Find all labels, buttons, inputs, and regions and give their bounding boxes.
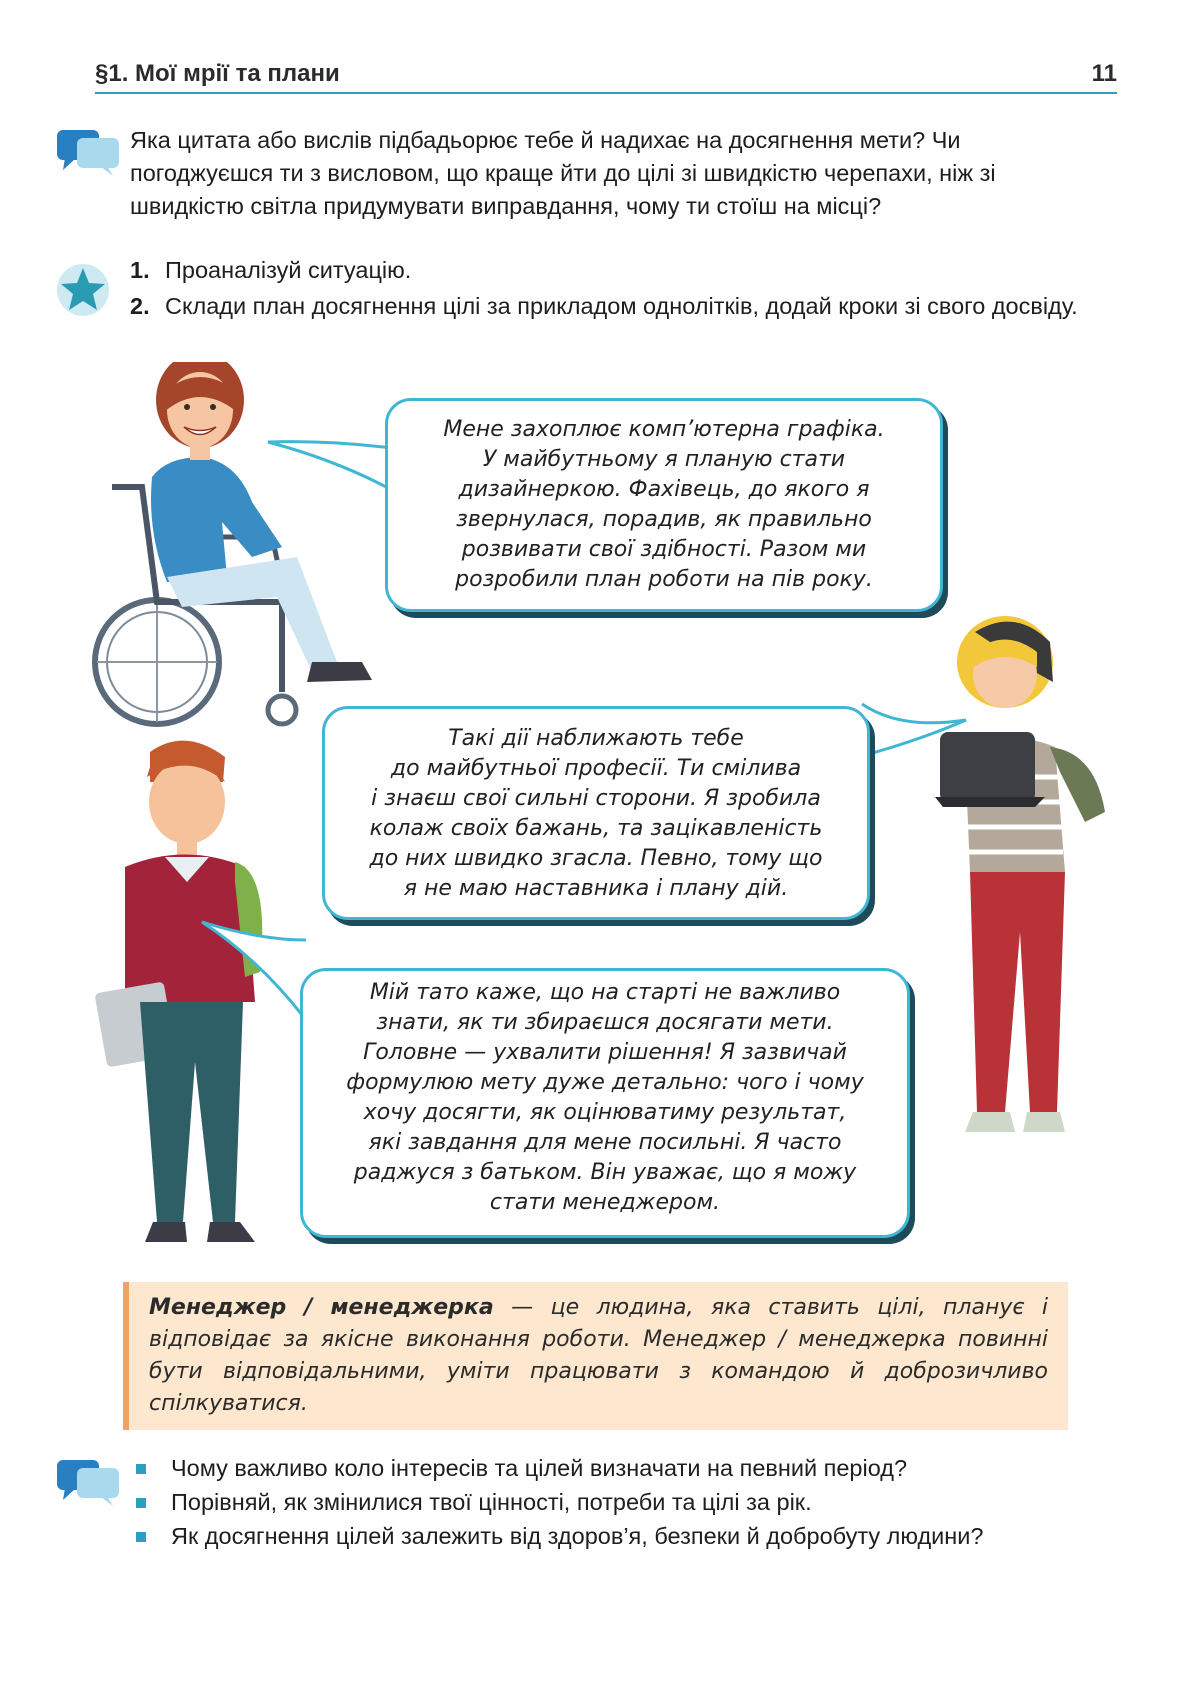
task-text: Проаналізуй ситуацію. — [165, 257, 412, 283]
definition-text: — це людина, яка ставить цілі, планує і відповідає за якісне виконання роботи. Менеджер / менеджерка повинні бути відповідальними, уміти працювати з командою й доброзичливо спілкуватися. — [149, 1295, 1049, 1416]
task-number: 1. — [130, 257, 150, 283]
bubble-line: звернулася, порадив, як правильно — [456, 507, 872, 532]
bubble-line: я не маю наставника і плану дій. — [403, 876, 789, 901]
page-header — [95, 58, 1117, 94]
page-number: 11 — [1091, 60, 1117, 87]
speech-bubble-tail — [860, 700, 970, 760]
task-item — [130, 254, 1090, 287]
bullet-square-icon — [136, 1498, 146, 1508]
task-item — [130, 290, 1090, 323]
girl-in-wheelchair-illustration — [72, 362, 412, 732]
question-text: Чому важливо коло інтересів та цілей визначати на певний період? — [171, 1455, 908, 1481]
section-title: §1. Мої мрії та плани — [95, 60, 340, 87]
bubble-line: до майбутньої професії. Ти смілива — [390, 756, 802, 781]
star-task-icon — [55, 262, 111, 318]
bubble-line: які завдання для мене посильні. Я часто — [368, 1130, 842, 1155]
bullet-square-icon — [136, 1532, 146, 1542]
discussion-speech-bubbles-icon — [55, 126, 121, 178]
bubble-line: і знаєш свої сильні сторони. Я зробила — [371, 786, 821, 811]
bubble-line: до них швидко згасла. Певно, тому що — [369, 846, 823, 871]
bubble-line: формулюю мету дуже детально: чого і чому — [346, 1070, 864, 1095]
bubble-line: стати менеджером. — [489, 1190, 721, 1215]
task-list — [130, 254, 1090, 326]
discussion-speech-bubbles-icon — [55, 1456, 121, 1508]
speech-bubble-girl-wheelchair — [385, 398, 943, 612]
speech-bubble-girl-laptop — [322, 706, 870, 920]
list-item — [133, 1520, 1091, 1553]
definition-term: Менеджер / менеджерка — [149, 1295, 494, 1320]
bubble-line: Мій тато каже, що на старті не важливо — [369, 980, 841, 1005]
question-list — [133, 1452, 1091, 1554]
question-text: Як досягнення цілей залежить від здоров’я, безпеки й добробуту людини? — [171, 1523, 984, 1549]
question-text: Порівняй, як змінилися твої цінності, потреби та цілі за рік. — [171, 1489, 812, 1515]
speech-bubble-tail — [266, 430, 396, 500]
bubble-line: Мене захоплює комп’ютерна графіка. — [443, 417, 885, 442]
discussion-question: Яка цитата або вислів підбадьорює тебе й надихає на досягнення мети? Чи погоджуєшся ти з висловом, що краще йти до цілі зі швидкістю черепахи, ніж зі швидкістю світла придумувати виправдання, чому ти стоїш на місці? — [130, 127, 996, 219]
list-item — [133, 1486, 1091, 1519]
bubble-line: раджуся з батьком. Він уважає, що я можу — [353, 1160, 857, 1185]
bubble-line: знати, як ти збираєшся досягати мети. — [376, 1010, 834, 1035]
speech-bubble-tail — [200, 920, 310, 1030]
task-text: Склади план досягнення цілі за прикладом однолітків, додай кроки зі свого досвіду. — [165, 293, 1078, 319]
bubble-line: хочу досягти, як оцінюватиму результат, — [363, 1100, 847, 1125]
speech-bubble-boy — [300, 968, 910, 1238]
bubble-line: Такі дії наближають тебе — [448, 726, 744, 751]
bubble-line: колаж своїх бажань, та зацікавленість — [369, 816, 823, 841]
bubble-line: розробили план роботи на пів року. — [455, 567, 873, 592]
bubble-line: Головне — ухвалити рішення! Я зазвичай — [363, 1040, 847, 1065]
bubble-line: У майбутньому я планую стати — [482, 447, 846, 472]
girl-with-laptop-illustration — [935, 612, 1115, 1152]
list-item — [133, 1452, 1091, 1485]
task-number: 2. — [130, 293, 150, 319]
definition-box — [123, 1282, 1068, 1430]
bubble-line: дизайнеркою. Фахівець, до якого я — [458, 477, 870, 502]
bubble-line: розвивати свої здібності. Разом ми — [461, 537, 867, 562]
bullet-square-icon — [136, 1464, 146, 1474]
